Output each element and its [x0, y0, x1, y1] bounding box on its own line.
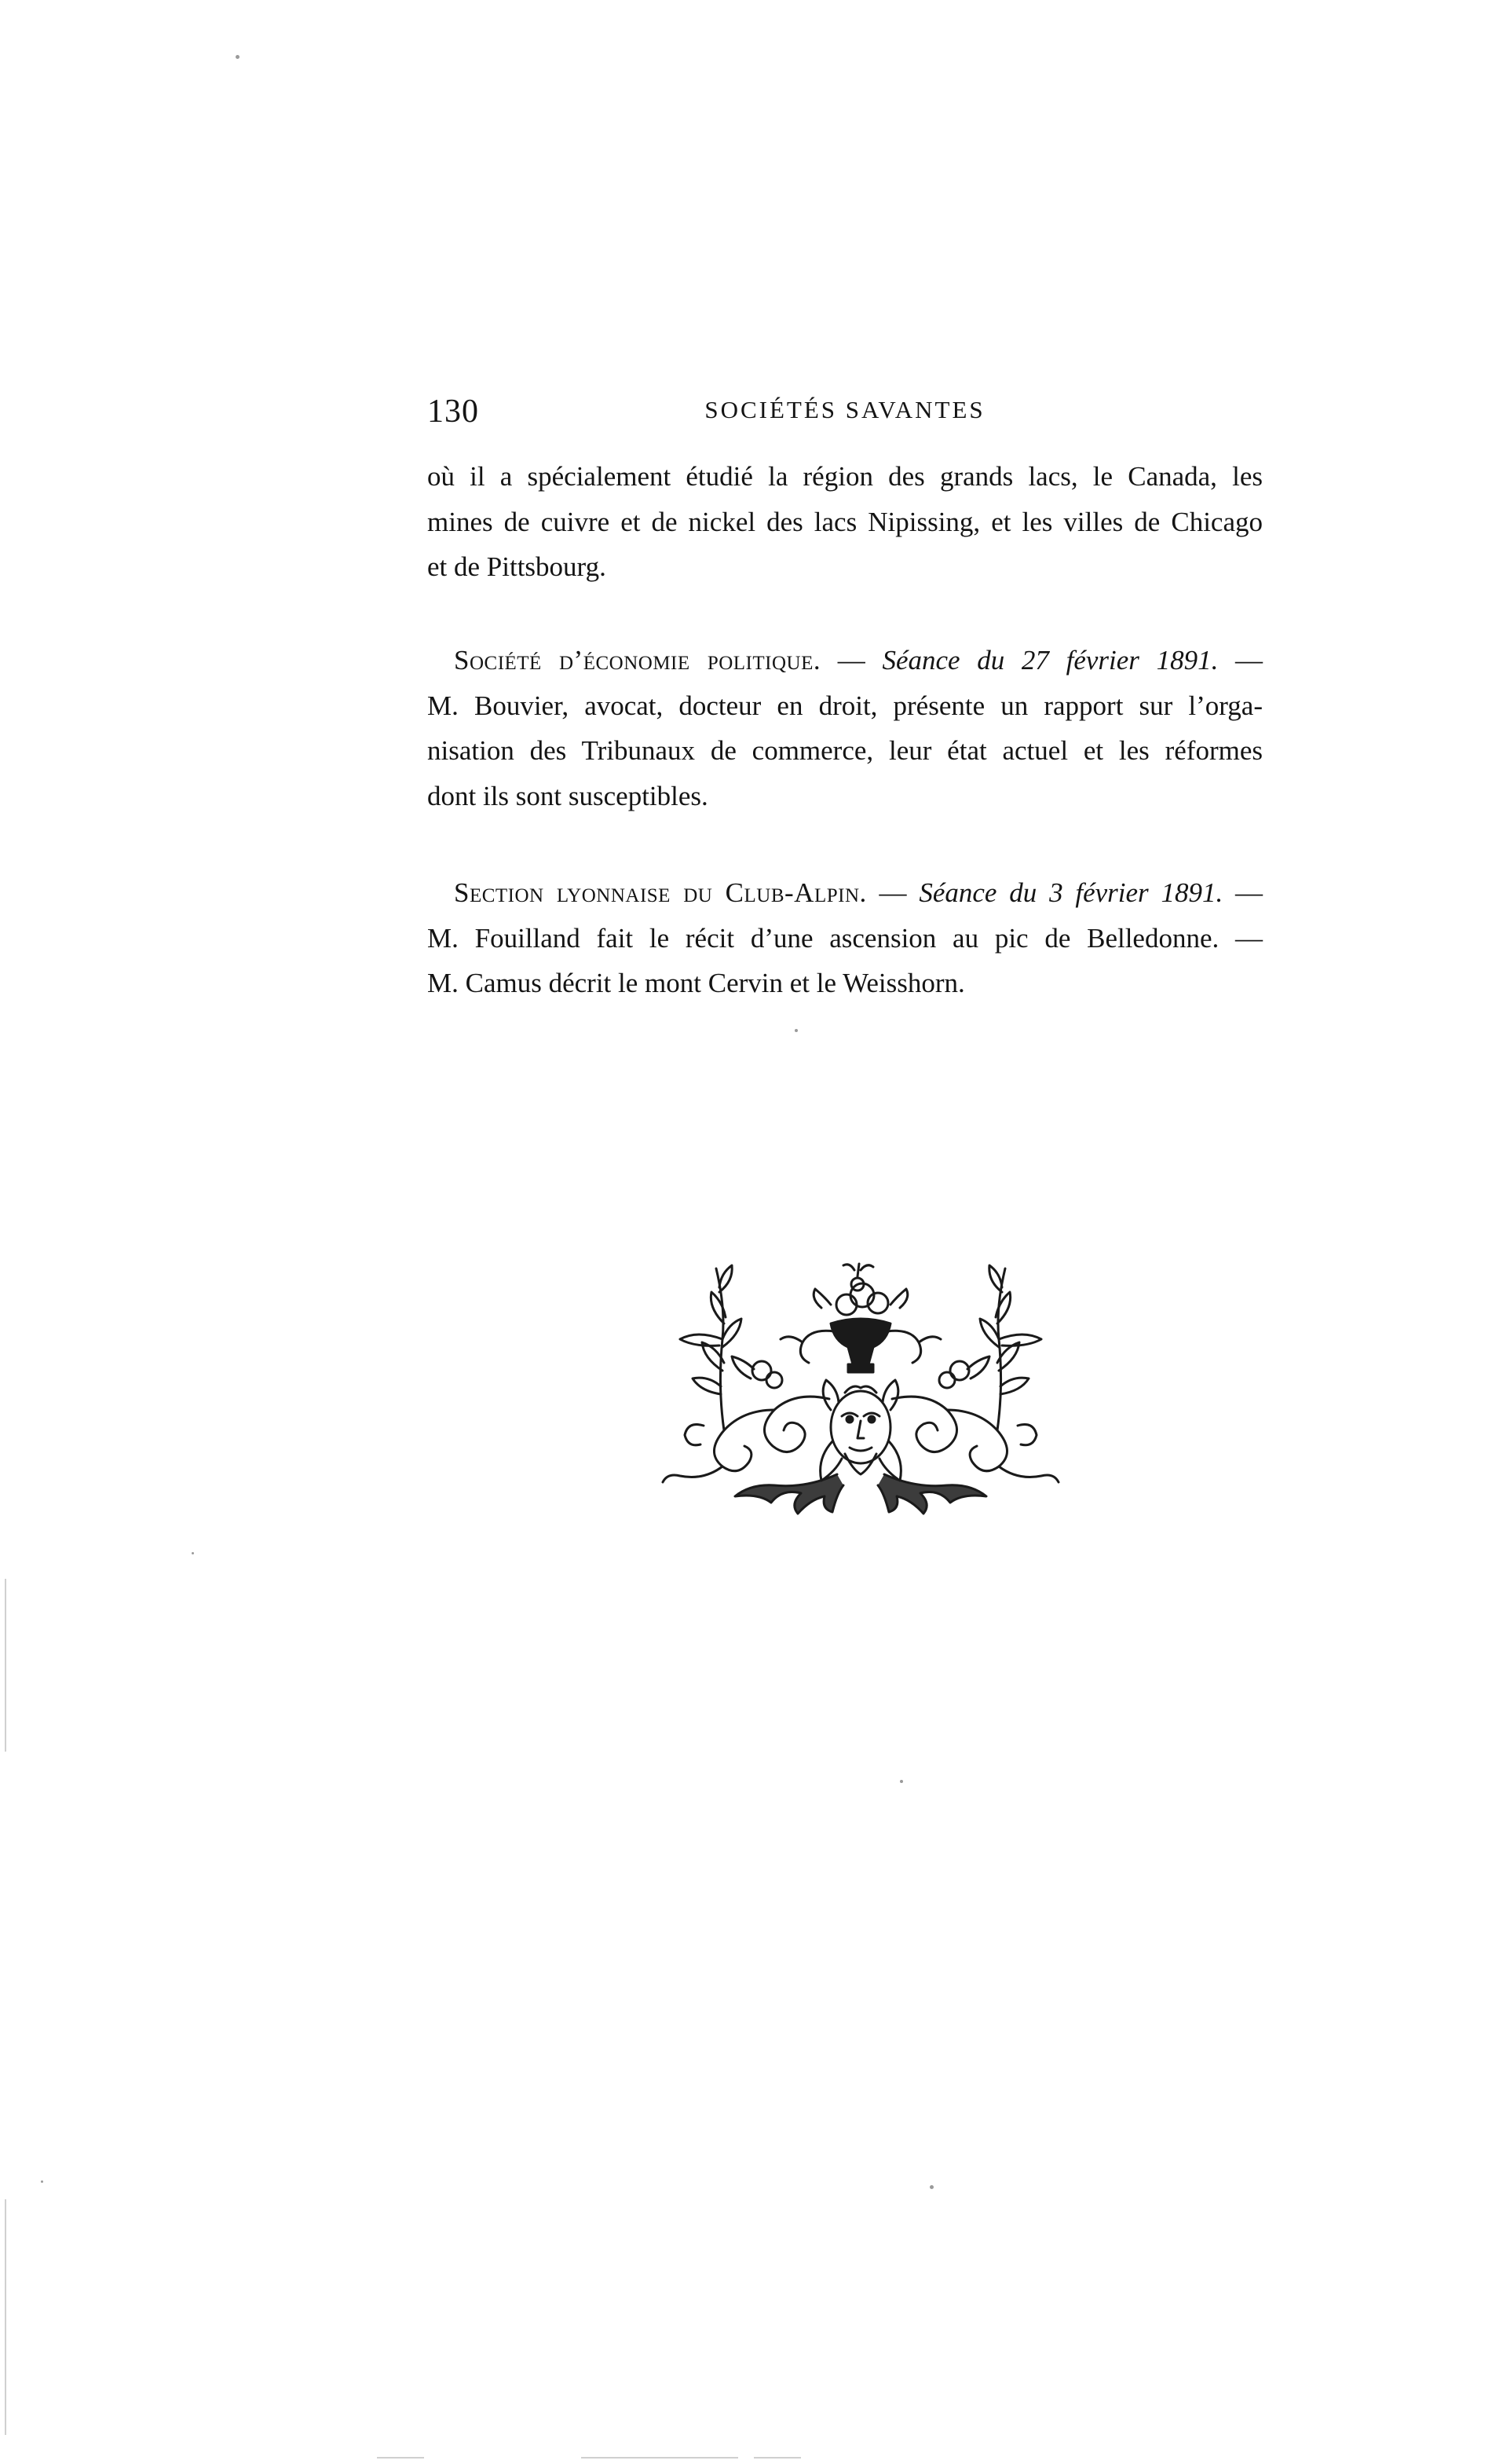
dash: — — [821, 645, 883, 675]
scan-edge-mark — [754, 2457, 801, 2459]
speck — [41, 2180, 43, 2183]
dash: — — [1218, 645, 1263, 675]
society-name: Société d’économie politique. — [454, 645, 821, 675]
text-line: M. Camus décrit le mont Cervin et le Weisshorn. — [427, 968, 965, 998]
speck — [930, 2185, 934, 2189]
running-head: SOCIÉTÉS SAVANTES — [704, 396, 986, 423]
page-number: 130 — [427, 394, 479, 430]
speck — [192, 1552, 194, 1554]
text-line: dont ils sont susceptibles. — [427, 780, 708, 811]
scan-edge-mark — [581, 2457, 738, 2459]
scan-edge-mark — [5, 1579, 6, 1752]
paragraph-economie-politique — [427, 638, 1263, 818]
text-line: M. Bouvier, avocat, docteur en droit, présente un rapport sur l’orga- — [427, 690, 1263, 721]
paragraph-heading-line — [427, 638, 1263, 683]
text-line: M. Fouilland fait le récit d’une ascension au pic de Belledonne. — — [427, 922, 1263, 954]
scan-edge-mark — [377, 2457, 424, 2459]
grotesque-mask-urn-foliage-ornament-icon — [656, 1253, 1065, 1516]
society-name: Section lyonnaise du Club-Alpin. — [454, 877, 867, 908]
text-line: nisation des Tribunaux de commerce, leur état actuel et les réformes — [427, 735, 1263, 766]
session-date: Séance du 27 février 1891. — [882, 645, 1219, 675]
speck — [236, 55, 240, 59]
text-line: mines de cuivre et de nickel des lacs Nipissing, et les villes de Chicago — [427, 506, 1263, 537]
speck — [900, 1780, 903, 1783]
text-line: et de Pittsbourg. — [427, 551, 606, 582]
speck — [795, 1029, 798, 1032]
dash: — — [866, 877, 920, 908]
dash: — — [1223, 877, 1263, 908]
paragraph-club-alpin — [427, 870, 1263, 1006]
text-line: où il a spécialement étudié la région des grands lacs, le Canada, les — [427, 461, 1263, 492]
page-header — [427, 393, 1263, 440]
paragraph-heading-line — [427, 870, 1263, 916]
paragraph-continuation — [427, 454, 1263, 590]
session-date: Séance du 3 février 1891. — [919, 877, 1223, 908]
scan-edge-mark — [5, 2199, 6, 2435]
